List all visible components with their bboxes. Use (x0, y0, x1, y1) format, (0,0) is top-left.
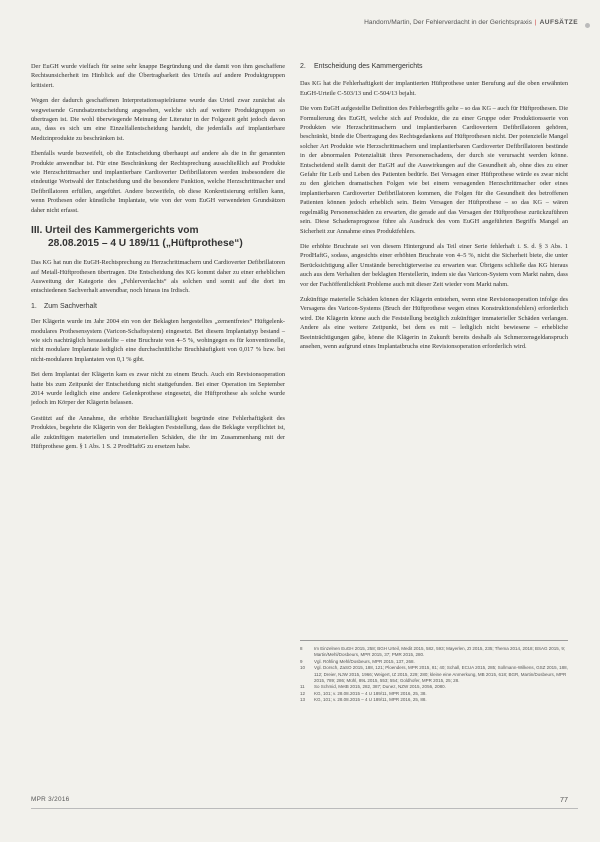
section-heading-line-2: 28.08.2015 – 4 U 189/11 („Hüftprothese“) (48, 237, 243, 249)
paragraph: Der Klägerin wurde im Jahr 2004 ein von der Beklagten hergestelltes „zementfreies“ Hüftgelenk-modulares Prothesensystem (Varicon-Schaftsystem) eingesetzt. Bei diesem Implantattyp bestand – wie sich nachträglich herausstellte – eine Bruchrate von 4–5 %, wohingegen es für konventionelle, nicht modulare Implantate lediglich eine durchschnittliche Bruchhäufigkeit von 0,017 % bzw. bei nicht-modularen Implantaten von 0,1 % gibt. (31, 318, 285, 363)
footnote-number: 12 (300, 690, 306, 696)
running-head-authors-title: Handorn/Martin, Der Fehlerverdacht in der Gerichtspraxis (364, 19, 532, 26)
subsection-number: 1. (31, 302, 37, 310)
footer-journal: MPR 3/2016 (31, 796, 70, 803)
footnote-text: So Schmid, MetB 2015, 282, 387; Dunez, NZW 2015, 2056, 2080. (314, 684, 446, 690)
paragraph: Gestützt auf die Annahme, die erhöhte Bruchanfälligkeit begründe eine Fehlerhaftigkeit des Produktes, begehrte die Klägerin von der Beklagten Feststellung, dass die Beklagte verpflichtet ist, alle zukünftigen materiellen und immateriellen Schäden, die ihr im Zusammenhang mit der Hüftprothese gem. § 1 Abs. 1 S. 2 ProdHaftG zu ersetzen habe. (31, 414, 285, 450)
subsection-heading-entscheidung (300, 62, 568, 71)
footnote-text: Vgl. Röhling Mehl/Dosbeurs, MPR 2015, 137, 268. (314, 658, 415, 664)
corner-dot (585, 23, 590, 28)
footnote-number: 9 (300, 658, 303, 664)
footnote (300, 646, 568, 659)
running-head-section: AUFSÄTZE (539, 19, 578, 26)
paragraph: Zukünftige materielle Schäden können der Klägerin entstehen, wenn eine Revisionsoperation infolge des Versagens des Varicon-Systems (Bruch der Hüftprothese wegen eines Konstruktionsfehlers) erforderlich wird. Die Klägerin könne auch die Feststellung bezüglich zukünftiger immaterieller Schäden verlangen. Andere als eine weitere Zeitpunkt, bei dem es mit – lediglich nicht bewiesene – erhebliche Beeinträchtigungen gäbe, könne die Klägerin in Zukunft bereits deshalb als Schmerzensgeldanspruch ansehen, wenn aufgrund eines Implantatbruchs eine Revisionsoperation erforderlich wird. (300, 295, 568, 350)
footer-page-number: 77 (560, 795, 568, 804)
paragraph: Wegen der dadurch geschaffenen Interpretationsspielräume wurde das Urteil zwar zunächst als wegweisende Grundsatzentscheidung angesehen, welche sich auf weitere Produktgruppen so übertragen ist. Die wohl überwiegende Meinung der Literatur in der Folgezeit geht jedoch davon aus, dass es sich um eine Einzelfallentscheidung handelt, die jedenfalls auf implantierbare Medizinprodukte zu beschränken ist. (31, 97, 285, 142)
footnote-text: KG, 101; v. 28.08.2015 – 4 U 189/11, MPR 2016, 25, 38. (314, 690, 427, 696)
paragraph: Die erhöhte Bruchrate sei von diesem Hintergrund als Teil einer Serie fehlerhaft i. S. d. § 3 Abs. 1 ProdHaftG, sodass, angesichts einer erhöhten Bruchrate von 4–5 %, nicht die Sicherheit biete, die unter Berücksichtigung aller Umstände berechtigterweise zu erwarten war. Übrigens schließe das KG hieraus auch aus dem Verhalten der beklagten Herstellerin, indem sie das Varicon-System vom Markt nahm, dass vor der Fachöffentlichkeit Probleme auch mit dieser Zeit wieder vom Markt nahm. (300, 242, 568, 288)
paragraph: Das KG hat die Fehlerhaftigkeit der implantierten Hüftprothese unter Berufung auf die oben erwähnten EuGH-Urteile C-503/13 und C-504/13 bejaht. (300, 80, 568, 97)
section-heading-iii (31, 225, 285, 250)
subsection-heading-sachverhalt (31, 302, 285, 311)
right-column (300, 62, 568, 357)
paragraph: Bei dem Implantat der Klägerin kam es zwar nicht zu einem Bruch. Auch ein Revisionsoperation hatte bis zum Zeitpunkt der Entscheidung nicht stattgefunden. Bei einer Operation im September 2014 wurde lediglich eine andere Gelenkprothese eingesetzt, die Hüftprothese als solche wurde jedoch im Körper der Klägerin belassen. (31, 371, 285, 407)
paragraph: Der EuGH wurde vielfach für seine sehr knappe Begründung und die damit von ihm geschaffene Rechtsunsicherheit im Hinblick auf die Übertragbarkeit des Urteils auf andere Produktgruppen kritisiert. (31, 63, 285, 89)
left-column (31, 62, 285, 457)
footnote-number: 13 (300, 697, 306, 703)
footer-rule (31, 808, 578, 809)
section-heading-line-1: III. Urteil des Kammergerichts vom (31, 225, 199, 237)
footnote (300, 697, 568, 703)
subsection-title: Zum Sachverhalt (44, 302, 97, 310)
footnote-number: 11 (300, 684, 305, 690)
subsection-number: 2. (300, 63, 306, 70)
subsection-title: Entscheidung des Kammergerichts (314, 63, 423, 70)
footnotes (300, 640, 568, 704)
footnote-text: Im Einzelnen EuGH 2015, 258; BGH Urteil, Medit 2015, 582, 593; Mayerlen, ZI 2015, 235; Thema 2014, 2018; BSAG 2015, 9; Martin/Mehl/Dosbeurs, MPR 2015, 37; PMR 2015, 280. (314, 646, 566, 658)
footnote-number: 8 (300, 646, 303, 651)
paragraph: Die vom EuGH aufgestellte Definition des Fehlerbegriffs gelte – so das KG – auch für Hüftprothesen. Die Formulierung des EuGH, welche sich auf Produkte, die zu einer Gruppe oder Produktionsserie von Produkten wie Herzschrittmachern und implantierbaren Cardiovertern Defibrillatoren gehören, beschränkt, binde die Übertragung des Rechtsgedankens auf Hüftprothesen nicht. Der potenzielle Mangel solcher Art Produkte wie Herzschrittmachern und implantierbaren Cardioverter Defibrillatoren bestünde in der abnormalen Potenzialität ihres Personenschadens, der durch sie verursacht werden könne. Entscheidend stellt damit der EuGH auf die Auswirkungen auf die Gesundheit ab, ohne dies zu einer Gefahr für Leib und Leben des Patienten bedürfe. Bei Versagen einer Hüftprothese würde es zwar nicht zu den gleichen dramatischen Folgen wie bei einem versagenden Herzschrittmacher oder eines implantierbaren Cardioverter Defibrillatoren kommen, die Folgen für die Gesundheit des betroffenen Patienten können jedoch erheblich sein. Beim Versagen der Hüftprothese – so das KG – wären regelmäßig Personenschäden zu erwarten, die gerade auf das Versagen der Hüftprothese zurückzuführen sein. Diese Schadensprognose führe als Ausdruck des vom EuGH angeführten Begriffs Mangel an Sicherheit zur Annahme eines Produktfehlers. (300, 105, 568, 235)
footnote-text: Vgl. Dorsch, ZaSO 2015, 188, 121; Ploenders, MPR 2015, 81; 40; Schall, ECUA 2015, 285; Sollmann-Wilkens, GSZ 2015, 188, 112; Dreier, NJW 2015, 1966; Weigert, IZ 2015, 229; 280; kleine eine Anmerkung, MB 2015, 618; BGR, Martin/Dosbeurs, MPR 2015, 789; 286; Mühl, 89L 2015, 553; 554; Goldhofer, MPR 2015, 25; 28. (314, 665, 568, 684)
paragraph: Ebenfalls wurde bezweifelt, ob die Entscheidung überhaupt auf andere als die in ihr genannten Produkte anwendbar ist. Für eine Beschränkung der Rechtsprechung ausschließlich auf Produkte wie Herzschrittmacher und implantierbare Cardioverter Defibrillatoren werden insbesondere die eindeutige Wortwahl der Entscheidung und die besondere Funktion, welche Herzschrittmacher und Defibrillatoren erfüllen, angeführt. Andere bezweifeln, ob diese Konkretisierung erfüllen kann, wenn Prothesen oder künstliche Implantate, wie von der vom EuGH verwendeten Grundsätzen daher nicht erfasst. (31, 150, 285, 214)
paragraph: Das KG hat nun die EuGH-Rechtsprechung zu Herzschrittmachern und Cardioverter Defibrillatoren auf Metall-Hüftprothesen übertragen. Die Entscheidung des KG kommt daher zu einer erheblichen Ausweitung der Kategorie des „Fehlerverdachts“ als solchen und somit auf die dort im entschiedenen Sachverhalt anwendbar, noch hinaus ins Irdisch. (31, 259, 285, 295)
running-head-separator: | (534, 19, 537, 26)
running-head (300, 19, 578, 26)
footnote-number: 10 (300, 665, 306, 671)
footnote-text: KG, 101; v. 28.08.2015 – 4 U 189/11, MPR 2016, 25, 88. (314, 697, 427, 703)
footnote (300, 665, 568, 684)
